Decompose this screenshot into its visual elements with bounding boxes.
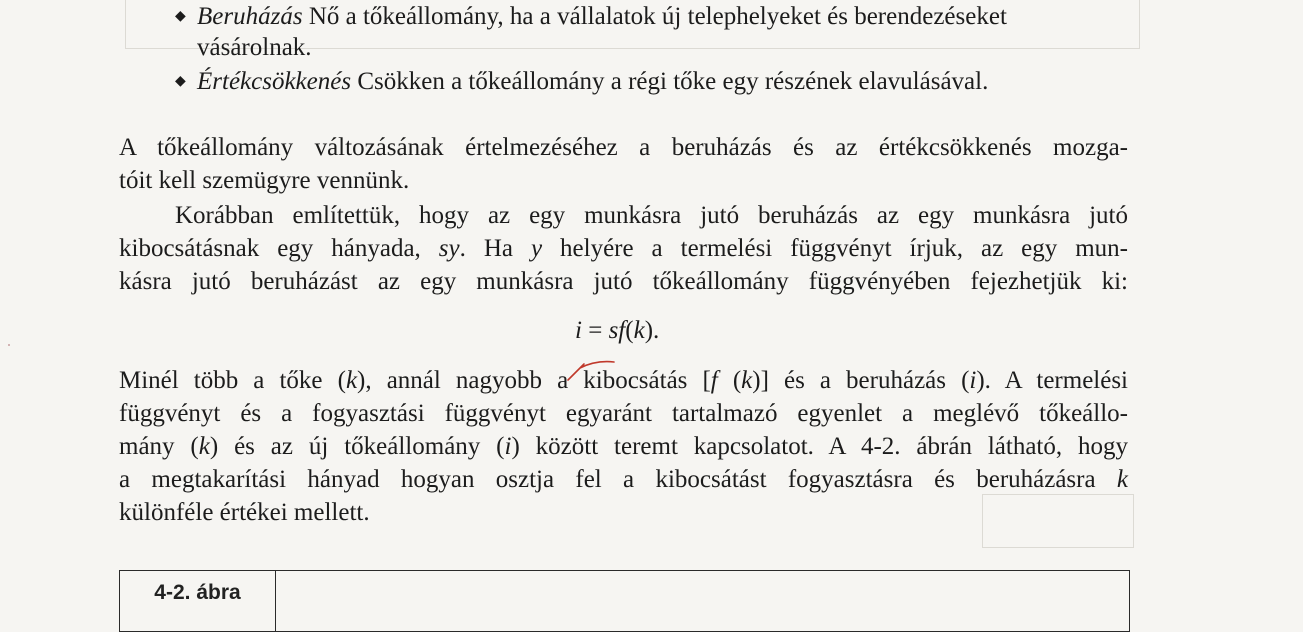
show-through-box: [982, 494, 1134, 548]
paragraph-line: Korábban említettük, hogy az egy munkásra jutó beruházás az egy munkásra jutó: [175, 202, 1128, 229]
bullet-item-beruhazas: [197, 2, 1007, 32]
paragraph-line: függvényt és a fogyasztási függvényt egyaránt tartalmazó egyenlet a meglévő tőkeállo-: [119, 400, 1128, 427]
diamond-bullet-icon: ◆: [175, 9, 186, 24]
math-symbol: k: [345, 367, 358, 394]
text-run: a megtakarítási hányad hogyan osztja fel a kibocsátást fogyasztásra és beruházásra: [119, 466, 1117, 493]
math-symbol: i: [969, 367, 977, 394]
math-operator: ).: [644, 317, 660, 344]
text-run: helyére a termelési függvényt írjuk, az egy mun-: [542, 235, 1128, 262]
figure-label: 4-2. ábra: [154, 581, 241, 604]
text-run: (: [717, 367, 742, 394]
math-symbol: k: [1116, 466, 1128, 493]
bullet-text-continued: vásárolnak.: [197, 34, 312, 61]
figure-label-cell: [120, 571, 276, 631]
paragraph-line: [119, 366, 1128, 396]
math-symbol: i: [575, 317, 582, 344]
paragraph-line: [119, 432, 1128, 462]
text-run: ). A termelési: [976, 367, 1129, 394]
diamond-bullet-icon: ◆: [175, 74, 186, 89]
math-symbol: y: [530, 235, 543, 262]
math-symbol: k: [633, 317, 645, 344]
paragraph-line: kásra jutó beruházást az egy munkásra jutó tőkeállomány függvényében fejezhetjük ki:: [119, 268, 1128, 295]
text-run: )] és a beruházás (: [752, 367, 970, 394]
text-run: . Ha: [459, 235, 531, 262]
math-symbol: k: [741, 367, 753, 394]
text-run: ) és az új tőkeállomány (: [209, 433, 505, 460]
paragraph-line: [119, 465, 1128, 495]
equation: [575, 316, 659, 346]
math-operator: (: [625, 317, 634, 344]
bullet-text: Csökken a tőkeállomány a régi tőke egy részének elavulásával.: [351, 68, 989, 95]
text-run: mány (: [119, 433, 199, 460]
bullet-term: Beruházás: [197, 3, 303, 30]
math-symbol: k: [198, 433, 210, 460]
math-operator: =: [581, 317, 609, 344]
math-symbol: i: [504, 433, 512, 460]
paragraph-line: [119, 234, 1128, 264]
bullet-text: Nő a tőkeállomány, ha a vállalatok új telephelyeket és berendezéseket: [302, 3, 1007, 30]
paragraph-line: különféle értékei mellett.: [119, 499, 370, 526]
text-run: ), annál nagyobb a kibocsátás [: [357, 367, 711, 394]
pen-annotation-mark: [566, 358, 618, 384]
math-symbol: sy: [438, 235, 460, 262]
text-run: Minél több a tőke (: [119, 367, 346, 394]
ink-speck: [8, 344, 10, 346]
text-run: ) között teremt kapcsolatot. A 4-2. ábrán látható, hogy: [511, 433, 1128, 460]
text-run: kibocsátásnak egy hányada,: [119, 235, 439, 262]
math-symbol: sf: [608, 317, 626, 344]
bullet-item-ertekcsokkenes: [197, 67, 988, 97]
math-symbol: f: [710, 367, 718, 394]
bullet-term: Értékcsökkenés: [197, 68, 352, 95]
paragraph-line: tóit kell szemügyre vennünk.: [119, 167, 410, 194]
figure-box: [119, 570, 1130, 632]
paragraph-line: A tőkeállomány változásának értelmezéséhez a beruházás és az értékcsökkenés mozga-: [119, 134, 1128, 161]
